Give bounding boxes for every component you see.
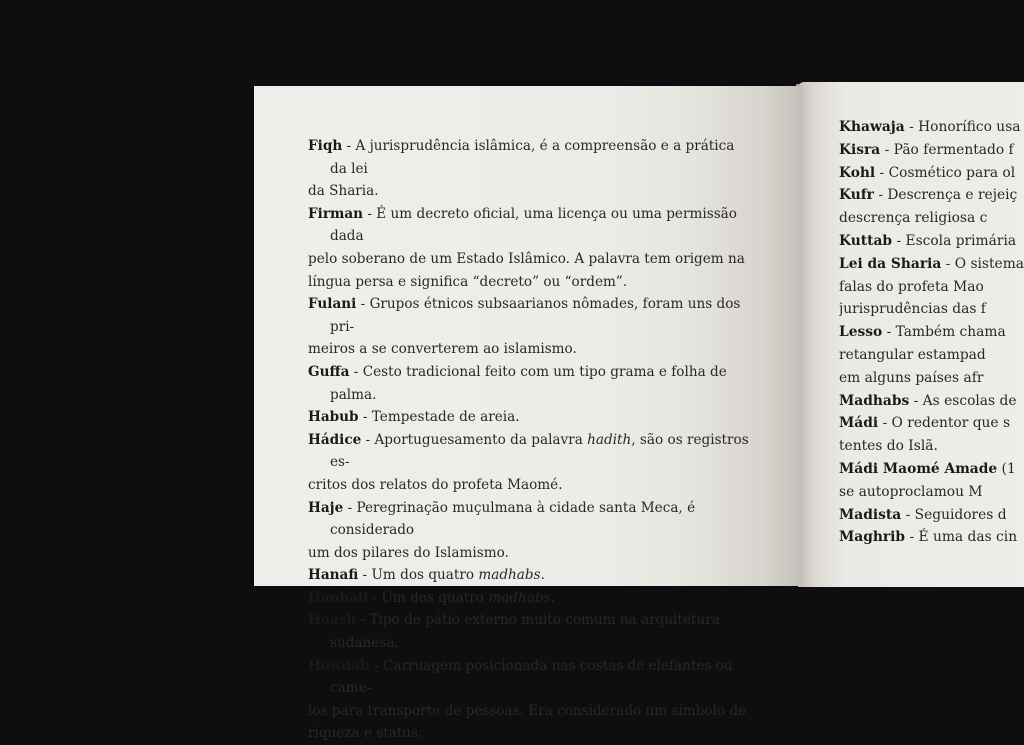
entry-madista: Madista - Seguidores d: [839, 506, 1007, 523]
entry-lei-da-sharia: Lei da Sharia - O sistema falas do profeta Mao jurisprudências das f: [839, 255, 1024, 318]
entry-guffa: Guffa - Cesto tradicional feito com um tipo grama e folha de palma.: [308, 363, 727, 403]
entry-madi: Mádi - O redentor que s tentes do Islã.: [839, 415, 1011, 455]
entry-kisra: Kisra - Pão fermentado f: [839, 141, 1014, 158]
entry-madi-maome-amade: Mádi Maomé Amade (1 se autoproclamou M: [839, 460, 1016, 500]
right-glossary: [839, 116, 1024, 549]
entry-firman: Firman - É um decreto oficial, uma licença ou uma permissão dada pelo soberano de um Estado Islâmico. A palavra tem origem na língua persa e significa “decreto” ou “ordem”.: [308, 205, 745, 290]
entry-lesso: Lesso - Também chama retangular estampad em alguns países afr: [839, 324, 1006, 386]
entry-kufr: Kufr - Descrença e rejeiç descrença religiosa c: [839, 187, 1018, 227]
entry-kuttab: Kuttab - Escola primária: [839, 232, 1017, 249]
entry-madhabs: Madhabs - As escolas de: [839, 392, 1017, 409]
entry-howdah: Howdah - Carruagem posicionada nas costas de elefantes ou came- los para transporte de pessoas. Era considerado um símbolo de riqueza e status.: [308, 657, 747, 742]
entry-khawaja: Khawaja - Honorífico usa: [839, 119, 1021, 135]
entry-kohl: Kohl - Cosmético para ol: [839, 164, 1016, 181]
entry-habub: Habub - Tempestade de areia.: [308, 409, 520, 426]
entry-hanbali: Hanbali - Um dos quatro madhabs.: [308, 589, 555, 606]
entry-maghrib: Maghrib - É uma das cin: [839, 529, 1018, 546]
left-glossary: [308, 135, 754, 745]
entry-hoash: Hoash - Tipo de pátio externo muito comum na arquitetura sudanesa.: [308, 612, 720, 652]
entry-fiqh: Fiqh - A jurisprudência islâmica, é a compreensão e a prática da lei da Sharia.: [308, 138, 735, 200]
entry-hanafi: Hanafi - Um dos quatro madhabs.: [308, 567, 545, 584]
entry-haje: Haje - Peregrinação muçulmana à cidade santa Meca, é considerado um dos pilares do Islamismo.: [308, 499, 696, 561]
entry-hadice: Hádice - Aportuguesamento da palavra hadith, são os registros es- critos dos relatos do profeta Maomé.: [308, 431, 749, 493]
entry-fulani: Fulani - Grupos étnicos subsaarianos nômades, foram uns dos pri- meiros a se converterem ao islamismo.: [308, 296, 741, 358]
